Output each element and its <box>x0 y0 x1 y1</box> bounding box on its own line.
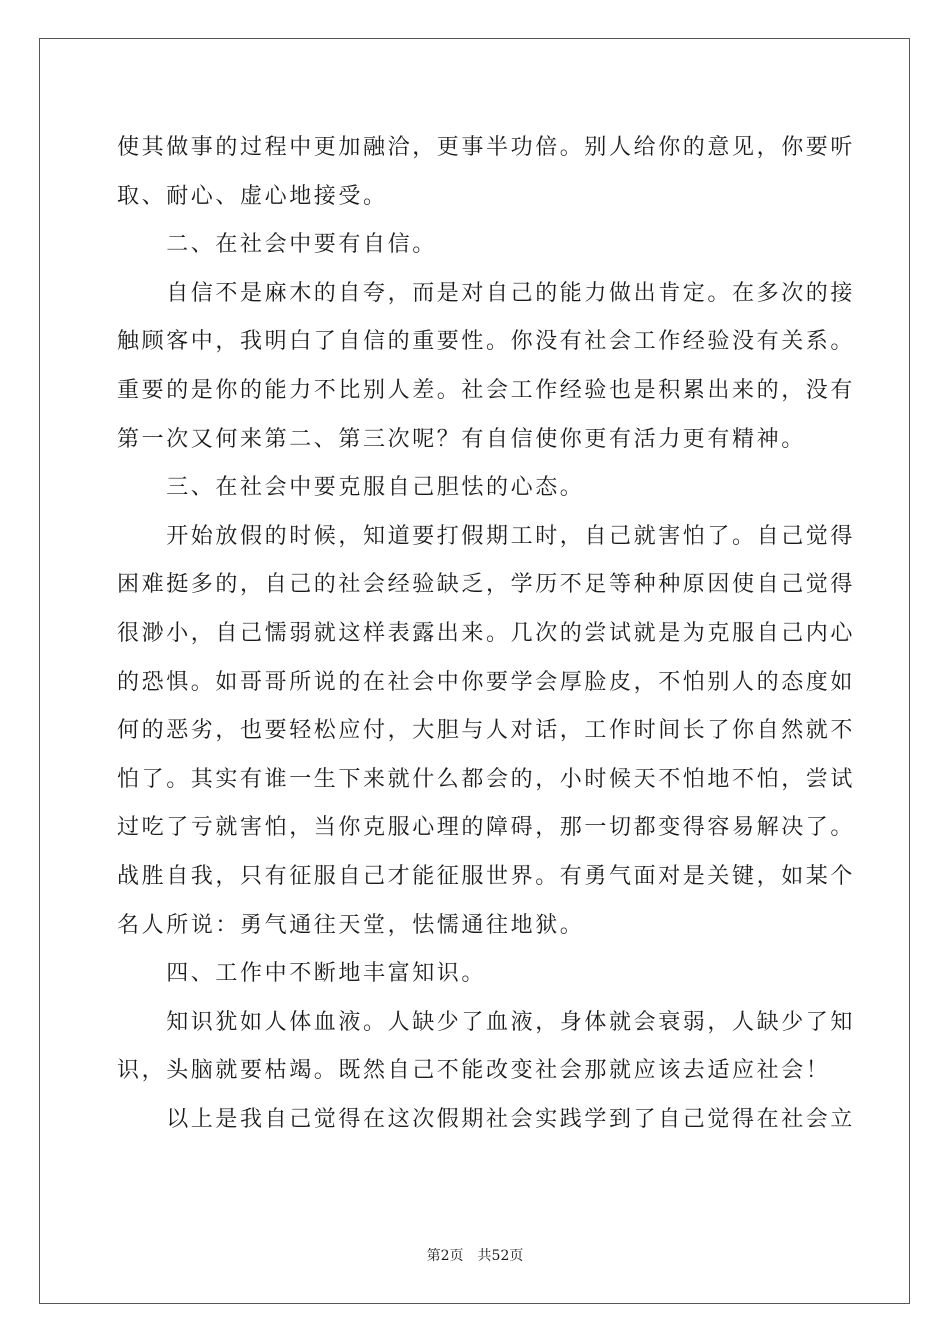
text-line: 战胜自我，只有征服自己才能征服世界。有勇气面对是关键，如某个 <box>117 863 856 889</box>
text-line: 何的恶劣，也要轻松应付，大胆与人对话，工作时间长了你自然就不 <box>117 718 856 744</box>
text-line: 取、耐心、虚心地接受。 <box>117 183 388 209</box>
text-line: 怕了。其实有谁一生下来就什么都会的，小时候天不怕地不怕，尝试 <box>117 766 856 792</box>
section-heading: 四、工作中不断地丰富知识。 <box>117 961 487 987</box>
text-line: 识，头脑就要枯竭。既然自己不能改变社会那就应该去适应社会！ <box>117 1058 831 1084</box>
text-line: 很渺小，自己懦弱就这样表露出来。几次的尝试就是为克服自己内心 <box>117 620 856 646</box>
text-line: 的恐惧。如哥哥所说的在社会中你要学会厚脸皮，不怕别人的态度如 <box>117 669 856 695</box>
section-heading: 二、在社会中要有自信。 <box>117 232 437 258</box>
text-line: 过吃了亏就害怕，当你克服心理的障碍，那一切都变得容易解决了。 <box>117 815 856 841</box>
text-line: 困难挺多的，自己的社会经验缺乏，学历不足等种种原因使自己觉得 <box>117 572 856 598</box>
text-line: 重要的是你的能力不比别人差。社会工作经验也是积累出来的，没有 <box>117 377 856 403</box>
text-line: 以上是我自己觉得在这次假期社会实践学到了自己觉得在社会立 <box>117 1106 856 1132</box>
text-line: 自信不是麻木的自夸，而是对自己的能力做出肯定。在多次的接 <box>117 280 856 306</box>
text-line: 第一次又何来第二、第三次呢？有自信使你更有活力更有精神。 <box>117 426 806 452</box>
text-line: 开始放假的时候，知道要打假期工时，自己就害怕了。自己觉得 <box>117 523 856 549</box>
text-line: 使其做事的过程中更加融洽，更事半功倍。别人给你的意见，你要听 <box>117 135 856 160</box>
page-number-footer: 第2页 共52页 <box>426 1248 524 1264</box>
text-line: 知识犹如人体血液。人缺少了血液，身体就会衰弱，人缺少了知 <box>117 1009 856 1035</box>
text-line: 名人所说：勇气通往天堂，怯懦通往地狱。 <box>117 912 585 938</box>
section-heading: 三、在社会中要克服自己胆怯的心态。 <box>117 475 585 501</box>
text-line: 触顾客中，我明白了自信的重要性。你没有社会工作经验没有关系。 <box>117 329 856 355</box>
document-body <box>117 124 856 1144</box>
